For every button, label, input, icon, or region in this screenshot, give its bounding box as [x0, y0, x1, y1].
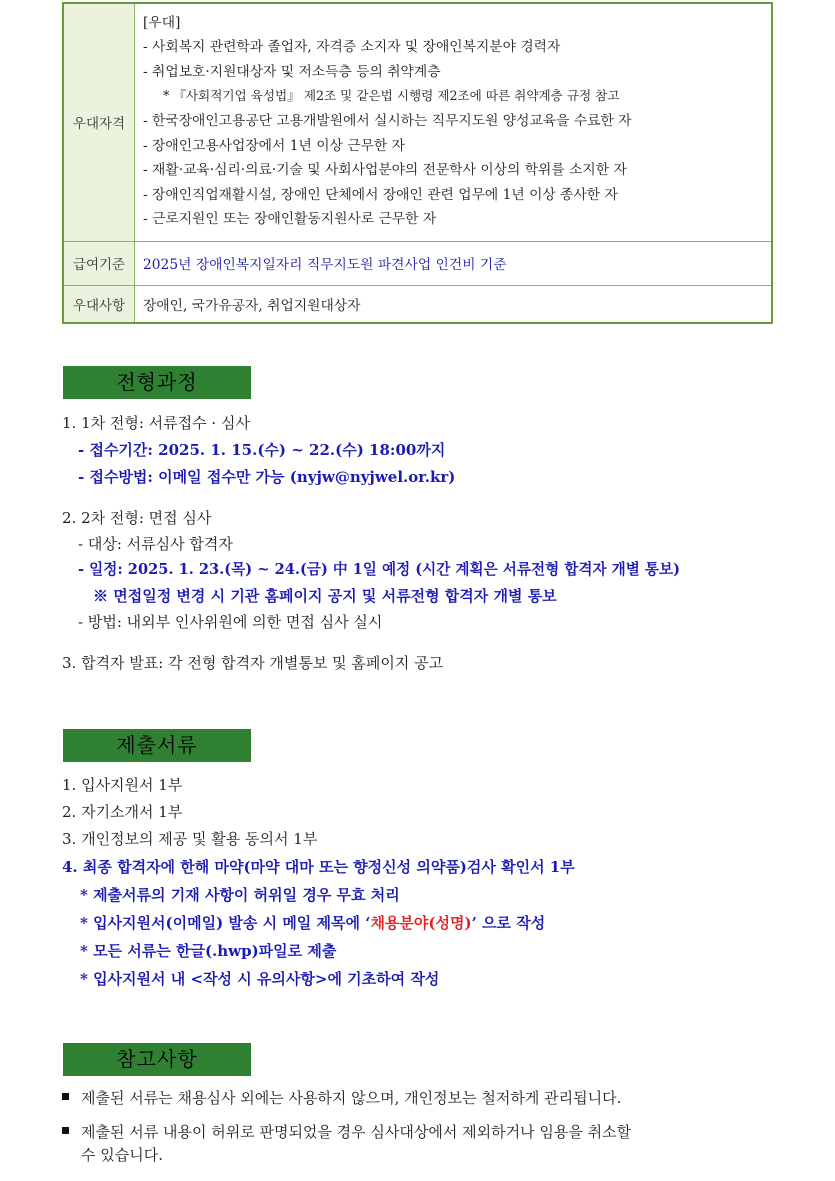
selection-step2-target: - 대상: 서류심사 합격자	[78, 535, 233, 553]
salary-value: 2025년 장애인복지일자리 직무지도원 파견사업 인건비 기준	[135, 241, 773, 285]
document-item: 1. 입사지원서 1부	[62, 776, 183, 794]
square-bullet-icon	[62, 1127, 69, 1134]
pref-line: - 재활·교육·심리·의료·기술 및 사회사업분야의 전문학사 이상의 학위를 소지한 자	[143, 162, 627, 179]
note-bullet-privacy	[62, 1088, 621, 1108]
pref-items-label: 우대사항	[63, 285, 135, 323]
document-note-hwp: * 모든 서류는 한글(.hwp)파일로 제출	[80, 942, 337, 960]
document-note-guidelines: * 입사지원서 내 <작성 시 유의사항>에 기초하여 작성	[80, 970, 440, 988]
email-subject-format: 채용분야(성명)	[370, 914, 472, 932]
selection-step2-note: ※ 면접일정 변경 시 기관 홈페이지 공지 및 서류전형 합격자 개별 통보	[93, 587, 557, 605]
selection-step2-schedule: - 일정: 2025. 1. 23.(목) ~ 24.(금) 中 1일 예정 (시간 계획은 서류전형 합격자 개별 통보)	[78, 561, 681, 578]
selection-step1-title: 1. 1차 전형: 서류접수 · 심사	[62, 414, 250, 432]
selection-step1-method: - 접수방법: 이메일 접수만 가능 (nyjw@nyjwel.or.kr)	[78, 468, 456, 486]
document-item: 3. 개인정보의 제공 및 활용 동의서 1부	[62, 830, 318, 848]
pref-qualification-label: 우대자격	[63, 3, 135, 241]
salary-label: 급여기준	[63, 241, 135, 285]
pref-line: - 근로지원인 또는 장애인활동지원사로 근무한 자	[143, 211, 437, 228]
note-bullet-privacy-text: 제출된 서류는 채용심사 외에는 사용하지 않으며, 개인정보는 철저하게 관리됩니다.	[81, 1089, 622, 1107]
document-item-drug-test: 4. 최종 합격자에 한해 마약(마약 대마 또는 향정신성 의약품)검사 확인서 1부	[62, 858, 575, 876]
square-bullet-icon	[62, 1093, 69, 1100]
notes-heading: 참고사항	[63, 1043, 251, 1076]
pref-line: - 장애인직업재활시설, 장애인 단체에서 장애인 관련 업무에 1년 이상 종사한 자	[143, 186, 618, 203]
pref-qualification-content	[135, 3, 773, 241]
note-bullet-false-docs-cont: 수 있습니다.	[81, 1146, 163, 1164]
document-note-email-subject	[80, 913, 545, 933]
note-bullet-false-docs-text: 제출된 서류 내용이 허위로 판명되었을 경우 심사대상에서 제외하거나 임용을 취소할	[81, 1123, 632, 1141]
pref-line: - 사회복지 관련학과 졸업자, 자격증 소지자 및 장애인복지분야 경력자	[143, 39, 561, 56]
qualification-table	[62, 2, 773, 324]
selection-step1-period: - 접수기간: 2025. 1. 15.(수) ~ 22.(수) 18:00까지	[78, 441, 446, 459]
email-subject-suffix: ’ 으로 작성	[471, 914, 546, 932]
pref-qualification-row	[63, 3, 772, 241]
selection-process-heading: 전형과정	[63, 366, 251, 399]
pref-items-row	[63, 285, 772, 323]
document-item: 2. 자기소개서 1부	[62, 803, 183, 821]
document-note-false-info: * 제출서류의 기재 사항이 허위일 경우 무효 처리	[80, 886, 400, 904]
email-subject-prefix: * 입사지원서(이메일) 발송 시 메일 제목에 ‘	[80, 914, 371, 932]
documents-heading: 제출서류	[63, 729, 251, 762]
salary-row	[63, 241, 772, 285]
pref-line: - 취업보호·지원대상자 및 저소득층 등의 취약계층	[143, 63, 441, 80]
pref-line: - 장애인고용사업장에서 1년 이상 근무한 자	[143, 137, 405, 154]
pref-items-value: 장애인, 국가유공자, 취업지원대상자	[135, 285, 773, 323]
pref-line-note: * 『사회적기업 육성법』 제2조 및 같은법 시행령 제2조에 따른 취약계층 규정 참고	[163, 88, 620, 104]
pref-line: - 한국장애인고용공단 고용개발원에서 실시하는 직무지도원 양성교육을 수료한 자	[143, 112, 632, 129]
pref-line: [우대]	[143, 14, 181, 31]
note-bullet-false-docs	[62, 1122, 631, 1142]
selection-step3: 3. 합격자 발표: 각 전형 합격자 개별통보 및 홈페이지 공고	[62, 654, 444, 672]
selection-step2-method: - 방법: 내외부 인사위원에 의한 면접 심사 실시	[78, 613, 383, 631]
selection-step2-title: 2. 2차 전형: 면접 심사	[62, 509, 212, 527]
